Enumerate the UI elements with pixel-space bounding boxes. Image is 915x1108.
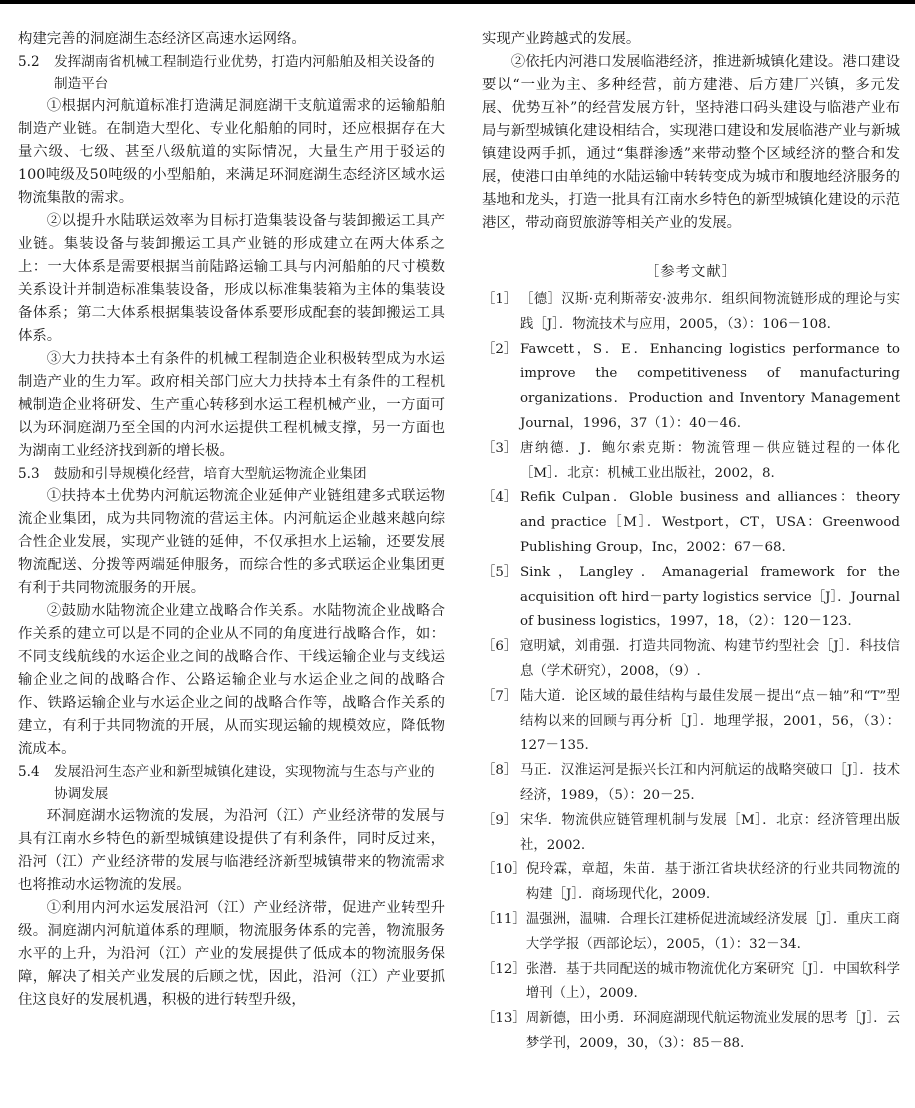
- reference-item: [482, 1007, 900, 1057]
- reference-number: ［6］: [482, 639, 518, 655]
- paragraph: 实现产业跨越式的发展。: [482, 31, 641, 47]
- reference-item: [482, 809, 900, 859]
- section-title: 鼓励和引导规模化经营，培育大型航运物流企业集团: [54, 466, 367, 482]
- reference-number: ［1］: [482, 292, 518, 307]
- reference-text: 唐纳德．J．鲍尔索克斯：物流管理－供应链过程的一体化［M］．北京：机械工业出版社，2002，8.: [520, 440, 900, 481]
- paragraph: ③大力扶持本土有条件的机械工程制造企业积极转型成为水运制造产业的生力军。政府相关部门应大力扶持本土有条件的工程机械制造企业将研发、生产重心转移到水运工程机械产业，一方面可以为环洞庭湖乃至全国的内河水运提供工程机械支撑，另一方面也为湖南工业经济找到新的增长极。: [18, 351, 445, 459]
- reference-number: ［5］: [482, 564, 518, 580]
- reference-item: [482, 685, 900, 759]
- reference-text: 马正．汉淮运河是振兴长江和内河航运的战略突破口［J］．技术经济，1989，（5）：20－25.: [520, 763, 900, 803]
- reference-number: ［8］: [482, 763, 518, 779]
- reference-text: 周新德，田小勇．环洞庭湖现代航运物流业发展的思考［J］．云梦学刊，2009，30，（3）：85－88.: [525, 1011, 900, 1051]
- references-heading: ［参考文献］: [644, 264, 738, 280]
- reference-number: ［9］: [482, 812, 518, 828]
- reference-text: ［德］汉斯·克利斯蒂安·波弗尔．组织间物流链形成的理论与实践［J］．物流技术与应用，2005，（3）：106－108.: [520, 292, 900, 332]
- top-rule: [0, 0, 915, 4]
- reference-text: 宋华．物流供应链管理机制与发展［M］．北京：经济管理出版社，2002.: [520, 812, 900, 853]
- paragraph: ①利用内河水运发展沿河（江）产业经济带，促进产业转型升级。洞庭湖内河航道体系的理顺，物流服务体系的完善，物流服务水平的上升，为沿河（江）产业的发展提供了低成本的物流服务保障，解决了相关产业发展的后顾之忧，因此，沿河（江）产业要抓住这良好的发展机遇，积极的进行转型升级，: [18, 900, 445, 1008]
- reference-text: Refik Culpan．Globle business and alliances：theory and practice［M］．Westport，CT，USA：Greenwood Publishing Group，Inc，2002：67－68.: [520, 490, 900, 555]
- right-column-body: [482, 28, 900, 235]
- reference-text: 张潜．基于共同配送的城市物流优化方案研究［J］．中国软科学增刊（上），2009.: [525, 961, 900, 1002]
- section-number: 5.2: [18, 54, 40, 70]
- section-number: 5.4: [18, 764, 40, 780]
- section-title: 发展沿河生态产业和新型城镇化建设，实现物流与生态与产业的协调发展: [54, 764, 435, 802]
- reference-item: [482, 288, 900, 338]
- paragraph: ①扶持本土优势内河航运物流企业延伸产业链组建多式联运物流企业集团，成为共同物流的营运主体。内河航运企业越来越向综合性企业发展，实现产业链的延伸，不仅承担水上运输，还要发展物流配送、分拨等两端延伸服务，而综合性的多式联运企业集团更有利于共同物流服务的开展。: [18, 488, 445, 596]
- reference-item: [482, 858, 900, 908]
- reference-text: 陆大道．论区域的最佳结构与最佳发展－提出“点－轴”和“T”型结构以来的回顾与再分析［J］．地理学报，2001，56，（3）：127－135.: [520, 688, 900, 754]
- references-list: [482, 288, 900, 1057]
- section-title: 发挥湖南省机械工程制造行业优势，打造内河船舶及相关设备的制造平台: [54, 54, 435, 92]
- reference-number: ［2］: [482, 341, 518, 357]
- reference-item: [482, 908, 900, 958]
- paragraph: ②以提升水陆联运效率为目标打造集装设备与装卸搬运工具产业链。集装设备与装卸搬运工具产业链的形成建立在两大体系之上：一大体系是需要根据当前陆路运输工具与内河船舶的尺寸模数关系设计并制造标准集装设备，形成以标准集装箱为主体的集装设备体系；第二大体系根据集装设备体系要形成配套的装卸搬运工具体系。: [18, 213, 445, 344]
- reference-number: ［11］: [482, 911, 526, 927]
- section-heading: [18, 463, 445, 485]
- reference-item: [482, 958, 900, 1008]
- reference-text: Sink，Langley．Amanagerial framework for the acquisition oft hird－party logistics service［J］．Journal of business logistics，1997，18，（2）：120－123.: [520, 564, 900, 630]
- reference-item: [482, 561, 900, 635]
- reference-number: ［7］: [482, 688, 518, 704]
- paragraph: 环洞庭湖水运物流的发展，为沿河（江）产业经济带的发展与具有江南水乡特色的新型城镇建设提供了有利条件，同时反过来，沿河（江）产业经济带的发展与临港经济新型城镇带来的物流需求也将推动水运物流的发展。: [18, 808, 445, 893]
- section-heading: [18, 51, 445, 95]
- reference-text: Fawcett，S．E．Enhancing logistics performance to improve the competitiveness of manufacturing organizations．Production and Inventory Management Journal，1996，37（1）：40－46.: [520, 341, 900, 431]
- reference-item: [482, 759, 900, 809]
- reference-number: ［13］: [482, 1011, 526, 1027]
- reference-item: [482, 486, 900, 560]
- reference-item: [482, 338, 900, 437]
- reference-text: 寇明斌，刘甫强．打造共同物流、构建节约型社会［J］．科技信息（学术研究），2008，（9）.: [520, 639, 900, 679]
- reference-text: 温强洲，温啸．合理长江建桥促进流域经济发展［J］．重庆工商大学学报（西部论坛），2005，（1）：32－34.: [525, 911, 900, 952]
- reference-item: [482, 437, 900, 487]
- section-number: 5.3: [18, 466, 40, 482]
- reference-number: ［4］: [482, 490, 518, 506]
- reference-item: [482, 635, 900, 685]
- right-column: [482, 28, 900, 1057]
- left-column: [18, 28, 445, 1012]
- reference-text: 倪玲霖，章超，朱苗．基于浙江省块状经济的行业共同物流的构建［J］．商场现代化，2009.: [525, 862, 900, 903]
- reference-number: ［10］: [482, 862, 526, 878]
- paragraph: ②依托内河港口发展临港经济，推进新城镇化建设。港口建设要以“一业为主、多种经营，前方建港、后方建厂兴镇，多元发展、优势互补”的经营发展方针，坚持港口码头建设与临港产业布局与新型城镇化建设相结合，实现港口建设和发展临港产业与新城镇建设两手抓，通过“集群渗透”来带动整个区域经济的整合和发展，使港口由单纯的水陆运输中转转变成为城市和腹地经济服务的基地和龙头，打造一批具有江南水乡特色的新型城镇化建设的示范港区，带动商贸旅游等相关产业的发展。: [482, 54, 900, 231]
- paragraph: ②鼓励水陆物流企业建立战略合作关系。水陆物流企业战略合作关系的建立可以是不同的企业从不同的角度进行战略合作，如：不同支线航线的水运企业之间的战略合作、干线运输企业与支线运输企业之间的战略合作、公路运输企业与水运企业之间的战略合作、铁路运输企业与水运企业之间的战略合作等，战略合作关系的建立，有利于共同物流的开展，从而实现运输的规模效应，降低物流成本。: [18, 603, 445, 757]
- paragraph: ①根据内河航道标准打造满足洞庭湖干支航道需求的运输船舶制造产业链。在制造大型化、专业化船舶的同时，还应根据存在大量六级、七级、甚至八级航道的实际情况，大量生产用于驳运的100吨级及50吨级的小型船舶，来满足环洞庭湖生态经济区域水运物流集散的需求。: [18, 98, 445, 206]
- reference-number: ［3］: [482, 440, 518, 456]
- section-heading: [18, 761, 445, 805]
- reference-number: ［12］: [482, 961, 526, 977]
- paragraph: 构建完善的洞庭湖生态经济区高速水运网络。: [18, 31, 306, 47]
